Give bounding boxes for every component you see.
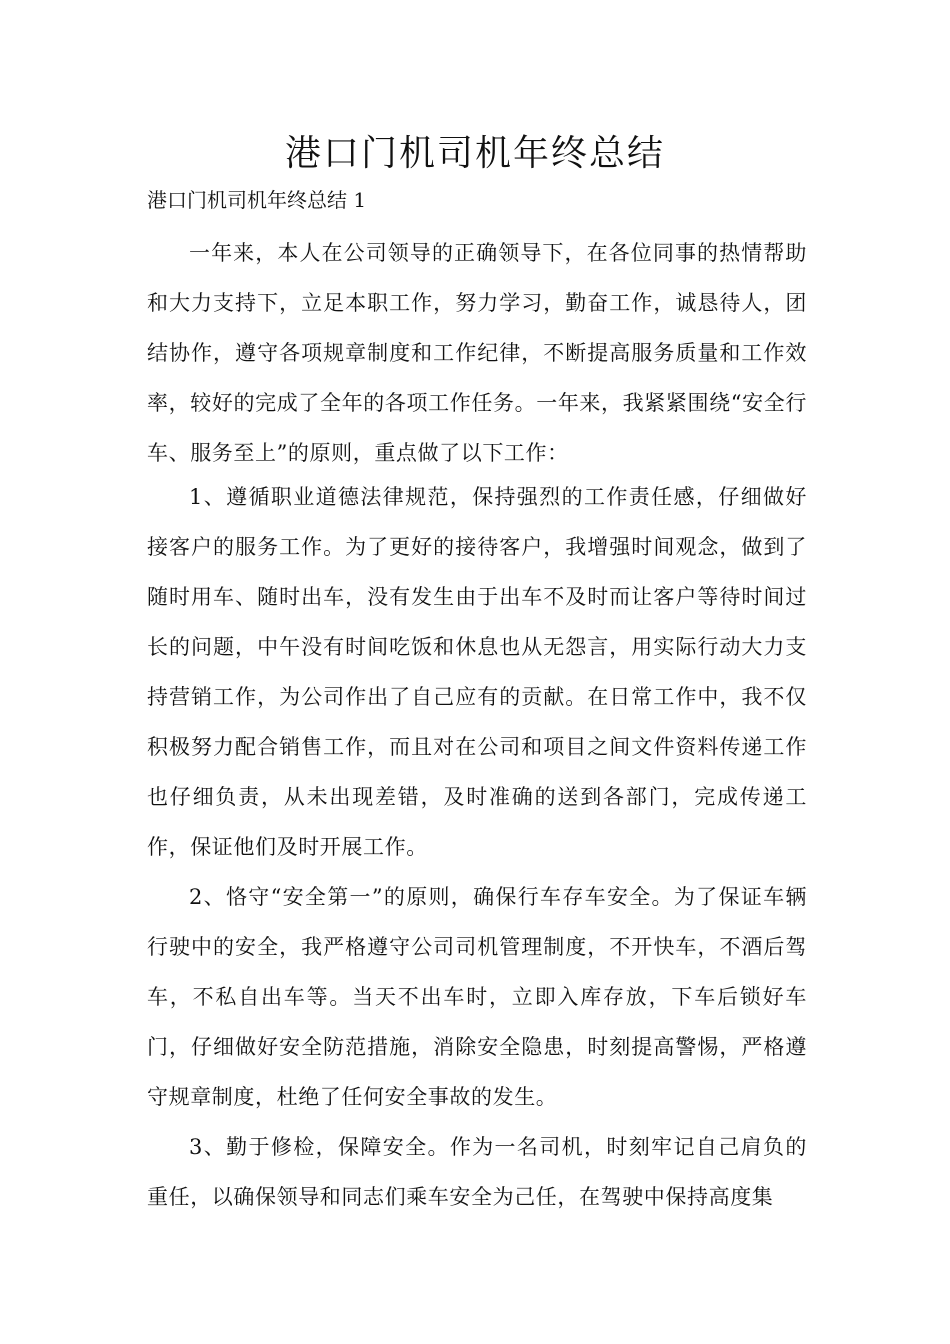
- paragraph-intro: 一年来，本人在公司领导的正确领导下，在各位同事的热情帮助和大力支持下，立足本职工作，努力学习，勤奋工作，诚恳待人，团结协作，遵守各项规章制度和工作纪律，不断提高服务质量和工作效率，较好的完成了全年的各项工作任务。一年来，我紧紧围绕“安全行车、服务至上”的原则，重点做了以下工作：: [147, 241, 807, 465]
- paragraph-item-2: 2、恪守“安全第一”的原则，确保行车存车安全。为了保证车辆行驶中的安全，我严格遵守公司司机管理制度，不开快车，不酒后驾车，不私自出车等。当天不出车时，立即入库存放，下车后锁好车门，仔细做好安全防范措施，消除安全隐患，时刻提高警惕，严格遵守规章制度，杜绝了任何安全事故的发生。: [147, 885, 807, 1109]
- paragraph-item-3: 3、勤于修检，保障安全。作为一名司机，时刻牢记自己肩负的重任，以确保领导和同志们乘车安全为己任，在驾驶中保持高度集: [147, 1135, 807, 1209]
- document-title: 港口门机司机年终总结: [284, 133, 665, 174]
- document-subtitle: 港口门机司机年终总结 1: [147, 188, 367, 212]
- paragraph-item-1: 1、遵循职业道德法律规范，保持强烈的工作责任感，仔细做好接客户的服务工作。为了更好的接待客户，我增强时间观念，做到了随时用车、随时出车，没有发生由于出车不及时而让客户等待时间过长的问题，中午没有时间吃饭和休息也从无怨言，用实际行动大力支持营销工作，为公司作出了自己应有的贡献。在日常工作中，我不仅积极努力配合销售工作，而且对在公司和项目之间文件资料传递工作也仔细负责，从未出现差错，及时准确的送到各部门，完成传递工作，保证他们及时开展工作。: [147, 485, 807, 859]
